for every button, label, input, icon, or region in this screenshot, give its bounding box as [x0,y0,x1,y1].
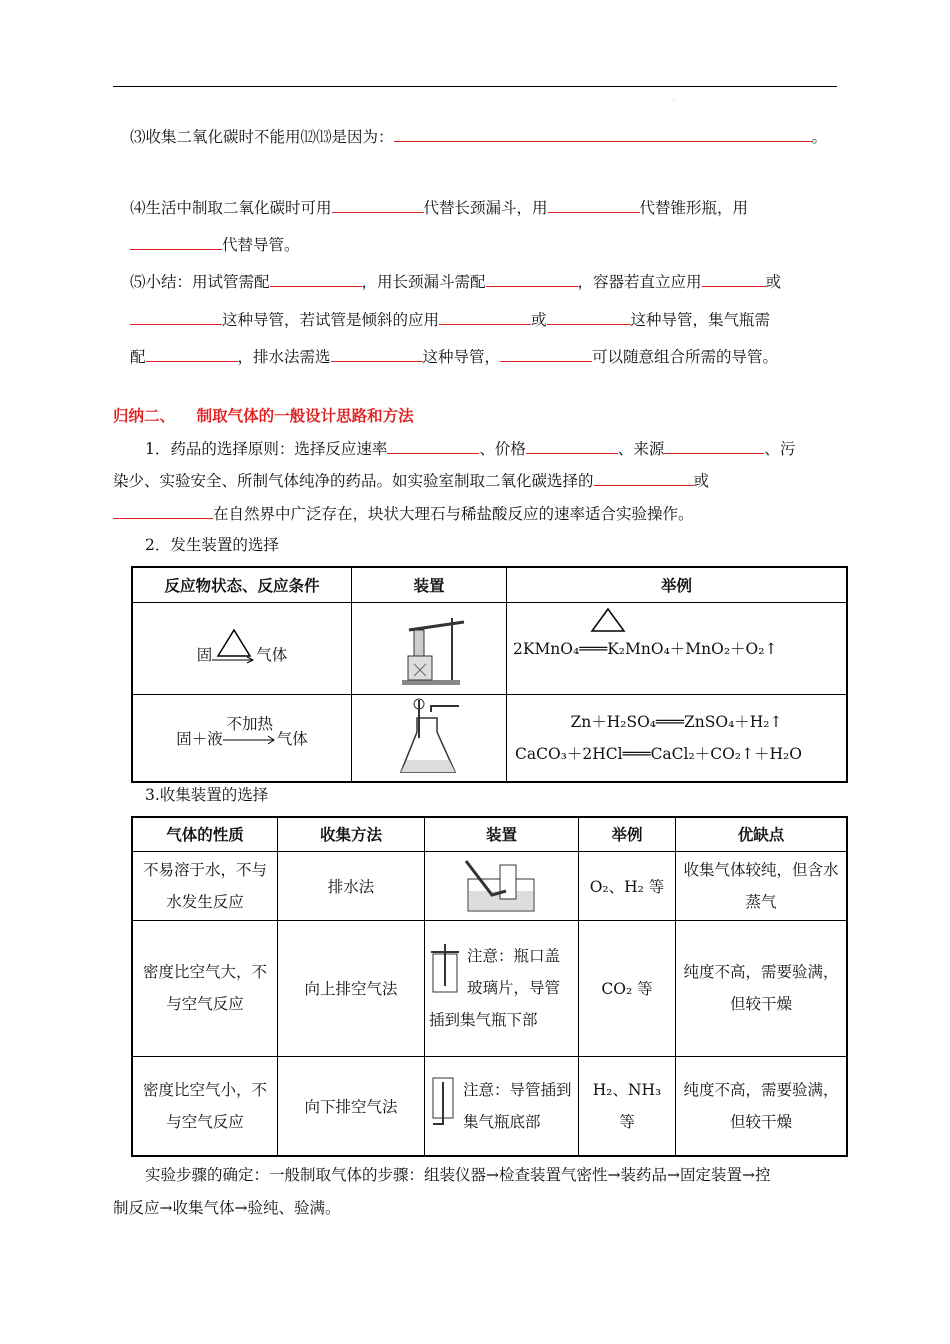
table-row [132,602,847,694]
answer-blank[interactable] [387,437,479,454]
conical-flask-icon [389,698,469,778]
table-row: 密度比空气大，不与空气反应 向上排空气法 注意：瓶口盖玻璃片，导管插到集气瓶下部 CO₂ 等 纯度不高，需要验满，但较干燥 [132,920,847,1056]
downward-air-apparatus: 注意：导管插到集气瓶底部 [425,1056,579,1156]
principle-line2: 染少、实验安全、所制气体纯净的药品。如实验室制取二氧化碳选择的 或 [113,469,709,492]
gas-jar-up-icon [431,942,461,994]
question-3: ⑶收集二氧化碳时不能用⑿⒀是因为： 。 [130,125,827,148]
answer-blank[interactable] [594,469,694,486]
answer-blank[interactable] [332,196,424,213]
answer-blank[interactable] [702,270,766,287]
col-header: 装置 [352,567,507,602]
answer-blank[interactable] [439,308,531,325]
answer-blank[interactable] [331,345,423,362]
arrow-icon [223,734,277,746]
table-row: 不易溶于水，不与水发生反应 排水法 O₂、H₂ 等 收集气体较纯，但含水蒸气 [132,851,847,920]
answer-blank[interactable] [130,233,222,250]
question-5-line2: 这种导管，若试管是倾斜的应用 或 这种导管，集气瓶需 [130,308,770,331]
question-5-line3: 配 ，排水法需选 这种导管， 可以随意组合所需的导管。 [130,345,778,368]
col-header: 气体的性质 [132,817,278,851]
collection-table [131,816,848,1157]
table-row [132,694,847,782]
answer-blank[interactable] [113,502,213,519]
heating-apparatus-icon [384,608,474,688]
section-title: 归纳二、 制取气体的一般设计思路和方法 [113,406,414,425]
answer-blank[interactable] [486,270,578,287]
col-header: 举例 [507,567,848,602]
answer-blank[interactable] [394,125,812,142]
example-no-heat: Zn＋H₂SO₄═══ZnSO₄＋H₂↑ CaCO₃＋2HCl═══CaCl₂＋CO₂↑＋H₂O [507,694,848,782]
water-displacement-apparatus [425,851,579,920]
question-4-cont: 代替导管。 [130,233,300,256]
condition-no-heat: 固＋液 不加热 气体 [132,694,352,782]
subheading-collection: 3.收集装置的选择 [145,786,269,804]
subheading-generator: 2．发生装置的选择 [145,536,279,554]
triangle-heat-icon [212,628,256,668]
answer-blank[interactable] [130,308,222,325]
answer-blank[interactable] [547,308,631,325]
col-header: 优缺点 [676,817,848,851]
header-rule [113,86,837,87]
answer-blank[interactable] [500,345,592,362]
col-header: 收集方法 [278,817,425,851]
col-header: 装置 [425,817,579,851]
answer-blank[interactable] [270,270,362,287]
question-5: ⑸小结：用试管需配 ，用长颈漏斗需配 ，容器若直立应用 或 [130,270,781,293]
question-4: ⑷生活中制取二氧化碳时可用 代替长颈漏斗，用 代替锥形瓶，用 [130,196,748,219]
answer-blank[interactable] [664,437,764,454]
upward-air-apparatus: 注意：瓶口盖玻璃片，导管插到集气瓶下部 [425,920,579,1056]
triangle-heat-icon [588,607,628,633]
principle-line1: 1．药品的选择原则：选择反应速率 、价格 、来源 、污 [145,437,795,460]
apparatus-heating [352,602,507,694]
example-heating: 2KMnO₄═══K₂MnO₄＋MnO₂＋O₂↑ [507,602,848,694]
condition-heating: 固 气体 [132,602,352,694]
col-header: 举例 [579,817,676,851]
gas-jar-down-icon [431,1076,457,1128]
table-row: 密度比空气小，不与空气反应 向下排空气法 注意：导管插到集气瓶底部 H₂、NH₃ 等 纯度不高，需要验满，但较干燥 [132,1056,847,1156]
principle-line3: 在自然界中广泛存在，块状大理石与稀盐酸反应的速率适合实验操作。 [113,502,694,525]
steps-line2: 制反应→收集气体→验纯、验满。 [113,1199,341,1217]
steps-line1: 实验步骤的确定：一般制取气体的步骤：组装仪器→检查装置气密性→装药品→固定装置→控 [145,1166,771,1184]
generator-table [131,566,848,783]
water-trough-icon [462,857,542,915]
answer-blank[interactable] [146,345,238,362]
heat-arrow [212,628,256,668]
answer-blank[interactable] [548,196,640,213]
apparatus-flask [352,694,507,782]
header-dot: · [673,97,675,104]
answer-blank[interactable] [526,437,618,454]
col-header: 反应物状态、反应条件 [132,567,352,602]
